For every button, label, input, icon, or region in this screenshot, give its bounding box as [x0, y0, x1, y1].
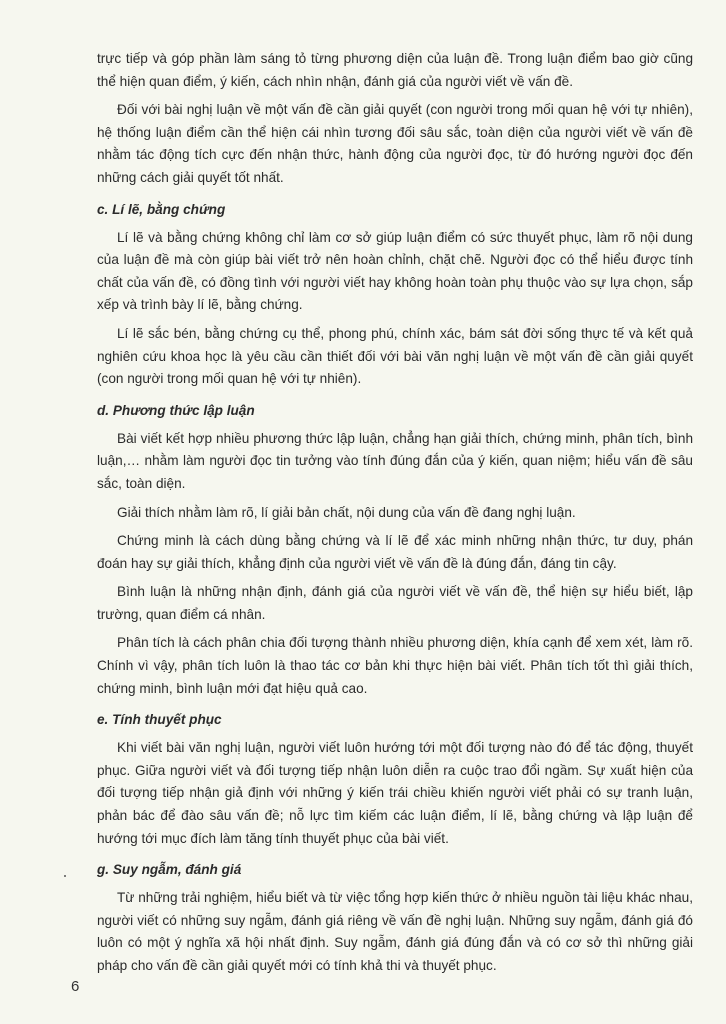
page-number: 6 — [71, 978, 80, 995]
paragraph: Phân tích là cách phân chia đối tượng thành nhiều phương diện, khía cạnh để xem xét, làm rõ. Chính vì vậy, phân tích luôn là thao tác cơ bản khi thực hiện bài viết. Phân tích tốt thì giải thích, chứng minh, bình luận mới đạt hiệu quả cao. — [97, 635, 693, 696]
paragraph: Từ những trải nghiệm, hiểu biết và từ việc tổng hợp kiến thức ở nhiều nguồn tài liệu khác nhau, người viết có những suy ngẫm, đánh giá riêng về vấn đề nghị luận. Những suy ngẫm, đánh giá đó luôn có một ý nghĩa xã hội nhất định. Suy ngẫm, đánh giá đúng đắn và có cơ sở thì những giải pháp cho vấn đề cần giải quyết mới có tính khả thi và thuyết phục. — [97, 890, 693, 973]
section-heading-tinh-thuyet-phuc: e. Tính thuyết phục — [97, 712, 222, 728]
paragraph: Lí lẽ và bằng chứng không chỉ làm cơ sở giúp luận điểm có sức thuyết phục, làm rõ nội dung của luận đề mà còn giúp bài viết trở nên hoàn chỉnh, chặt chẽ. Người đọc có thể hiểu được tính chất của vấn đề, có đồng tình với người viết hay không hoàn toàn phụ thuộc vào sự lựa chọn, sắp xếp và trình bày lí lẽ, bằng chứng. — [97, 229, 693, 313]
paragraph: Chứng minh là cách dùng bằng chứng và lí lẽ để xác minh những nhận thức, tư duy, phán đoán hay sự giải thích, khẳng định của người viết về vấn đề là đúng đắn, đáng tin cậy. — [97, 533, 693, 571]
paragraph: Bình luận là những nhận định, đánh giá của người viết về vấn đề, thể hiện sự hiểu biết, lập trường, quan điểm cá nhân. — [97, 584, 693, 622]
print-speck — [64, 875, 66, 877]
section-heading-suy-ngam-danh-gia: g. Suy ngẫm, đánh giá — [97, 862, 242, 878]
paragraph: trực tiếp và góp phần làm sáng tỏ từng phương diện của luận đề. Trong luận điểm bao giờ cũng thể hiện quan điểm, ý kiến, cách nhìn nhận, đánh giá của người viết về vấn đề. — [97, 51, 693, 89]
section-heading-ly-le-bang-chung: c. Lí lẽ, bằng chứng — [97, 201, 226, 217]
page-body — [97, 48, 693, 978]
section-heading-phuong-thuc-lap-luan: d. Phương thức lập luận — [97, 402, 255, 418]
paragraph: Bài viết kết hợp nhiều phương thức lập luận, chẳng hạn giải thích, chứng minh, phân tích, bình luận,… nhằm làm người đọc tin tưởng vào tính đúng đắn của ý kiến, quan niệm; hiểu vấn đề sâu sắc, toàn diện. — [97, 430, 693, 491]
paragraph: Khi viết bài văn nghị luận, người viết luôn hướng tới một đối tượng nào đó để tác động, thuyết phục. Giữa người viết và đối tượng tiếp nhận luôn diễn ra cuộc trao đổi ngầm. Sự xuất hiện của đối tượng tiếp nhận giả định với những ý kiến trái chiều khiến người viết phải có sự tranh luận, phản bác để đào sâu vấn đề; nỗ lực tìm kiếm các luận điểm, lí lẽ, bằng chứng và lập luận để hướng tới mục đích làm tăng tính thuyết phục của bài viết. — [97, 740, 693, 846]
paragraph: Lí lẽ sắc bén, bằng chứng cụ thể, phong phú, chính xác, bám sát đời sống thực tế và kết quả nghiên cứu khoa học là yêu cầu cần thiết đối với bài văn nghị luận về một vấn đề cần giải quyết (con người trong mối quan hệ với tự nhiên). — [97, 325, 693, 387]
paragraph: Giải thích nhằm làm rõ, lí giải bản chất, nội dung của vấn đề đang nghị luận. — [117, 504, 576, 520]
paragraph: Đối với bài nghị luận về một vấn đề cần giải quyết (con người trong mối quan hệ với tự nhiên), hệ thống luận điểm cần thể hiện cái nhìn tương đối sâu sắc, toàn diện của người viết về vấn đề nhằm tác động tích cực đến nhận thức, hành động của người đọc, từ đó hướng người đọc đến những cách giải quyết tốt nhất. — [97, 102, 693, 185]
